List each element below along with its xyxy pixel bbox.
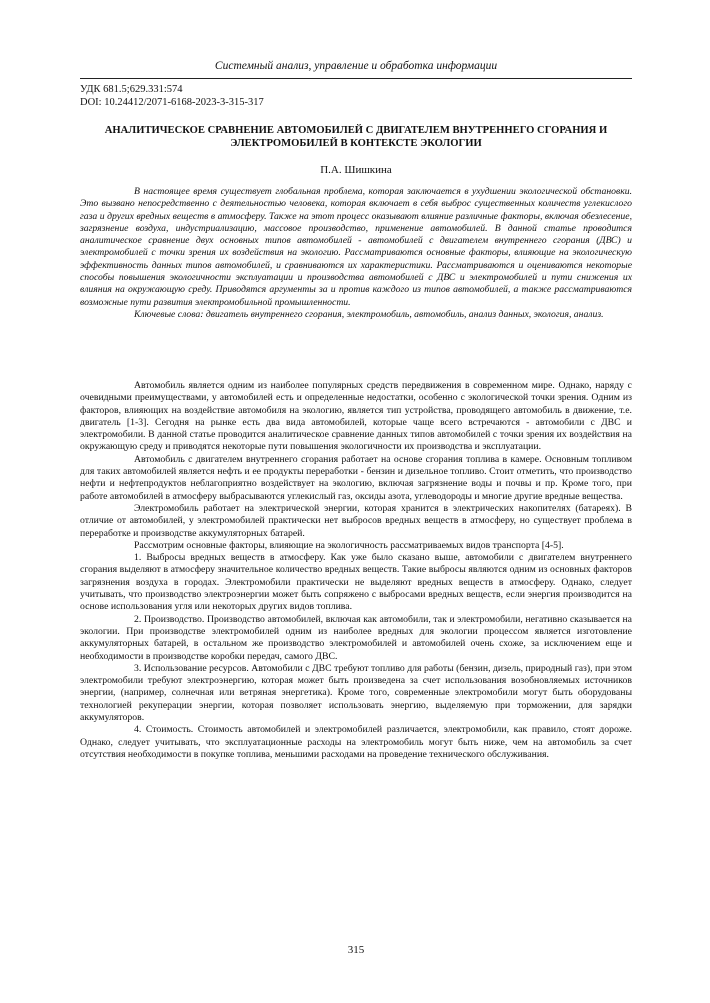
body-paragraph: 1. Выбросы вредных веществ в атмосферу. Как уже было сказано выше, автомобили с двигателем внутреннего сгорания выделяют в атмосферу значительное количество вредных веществ. Такие выбросы являются одним из основных факторов загрязнения воздуха в городах. Электромобили практически не выделяют вредных веществ в атмосферу. Однако, следует учитывать, что производство электроэнергии может быть сопряжено с выбросами вредных веществ, если энергия производится на основе использования угля или некоторых других видов топлива. <box>80 552 632 613</box>
abstract-text: В настоящее время существует глобальная проблема, которая заключается в ухудшении экологической обстановки. Это вызвано непосредственно с деятельностью человека, которая включает в себя выброс существенных количеств углекислого газа и других вредных веществ в атмосферу. Также на этот процесс оказывают влияние различные факторы, включая обезлесение, загрязнение воздуха, индустриализацию, массовое производство, применение автомобилей. В данной статье проводится аналитическое сравнение двух основных типов автомобилей - автомобилей с двигателем внутреннего сгорания (ДВС) и электромобилей с точки зрения их воздействия на экологию. Рассматриваются основные факторы, влияющие на экологическую эффективность данных типов автомобилей, и сравниваются их характеристики. Рассматриваются и оцениваются некоторые способы повышения экологичности эксплуатации и производства автомобилей с ДВС и электромобилей и пути снижения их влияния на окружающую среду. Приводятся аргументы за и против каждого из типов автомобилей, а также рассматриваются возможные пути развития электромобильной промышленности. <box>80 186 632 308</box>
body-paragraph: 4. Стоимость. Стоимость автомобилей и электромобилей различается, электромобили, как правило, стоят дороже. Однако, следует учитывать, что эксплуатационные расходы на электромобиль могут быть ниже, чем на автомобиль за счет отсутствия необходимости в покупке топлива, меньшими расходами на проведение технического обслуживания. <box>80 724 632 760</box>
body-paragraph: Электромобиль работает на электрической энергии, которая хранится в электрических накопителях (батареях). В отличие от автомобилей, у электромобилей практически нет выбросов вредных веществ в атмосферу, но существует проблема в переработке и производстве аккумуляторных батарей. <box>80 502 632 539</box>
keywords: Ключевые слова: двигатель внутреннего сгорания, электромобиль, автомобиль, анализ данных, экология, анализ. <box>134 308 604 320</box>
doi: DOI: 10.24412/2071-6168-2023-3-315-317 <box>80 96 264 108</box>
page-number: 315 <box>347 944 365 956</box>
udk-code: УДК 681.5;629.331:574 <box>80 84 183 95</box>
article-body <box>80 380 632 761</box>
article-title: АНАЛИТИЧЕСКОЕ СРАВНЕНИЕ АВТОМОБИЛЕЙ С ДВИГАТЕЛЕМ ВНУТРЕННЕГО СГОРАНИЯ И ЭЛЕКТРОМОБИЛЕЙ В КОНТЕКСТЕ ЭКОЛОГИИ <box>104 125 608 149</box>
abstract <box>80 186 632 321</box>
article-identifiers <box>80 84 632 109</box>
body-paragraph: Автомобиль является одним из наиболее популярных средств передвижения в современном мире. Однако, наряду с очевидными преимуществами, у автомобилей есть и определенные недостатки, особенно с экологической точки зрения. Одним из факторов, влияющих на воздействие автомобиля на экологию, является тип устройства, проводящего автомобиль в движение, т.е. двигатель [1-3]. Сегодня на рынке есть два вида автомобилей, которые чаще всего встречаются - автомобили с ДВС и электромобили. В данной статье проводится аналитическое сравнение данных типов автомобилей с точки зрения их воздействия на окружающую среду и приводятся некоторые пути повышения экологичности их производства и эксплуатации. <box>80 380 632 453</box>
body-paragraph: Рассмотрим основные факторы, влияющие на экологичность рассматриваемых видов транспорта [4-5]. <box>134 539 564 551</box>
body-paragraph: 2. Производство. Производство автомобилей, включая как автомобили, так и электромобили, негативно сказывается на экологии. При производстве электромобилей одним из наиболее вредных для экологии процессом является изготовление аккумуляторных батарей, в остальном же производство электромобилей и автомобилей очень схоже, за исключением еще и необходимости в производстве коробки передач, самого ДВС. <box>80 613 632 662</box>
body-paragraph: 3. Использование ресурсов. Автомобили с ДВС требуют топливо для работы (бензин, дизель, природный газ), при этом электромобили требуют электроэнергию, которая может быть произведена за счет использования возобновляемых источников энергии, (например, солнечная или ветряная энергетика). Кроме того, современные электромобили могут быть оборудованы технологией рекуперации энергии, которая позволяет использовать энергию, выделяемую при торможении, для зарядки аккумуляторов. <box>80 662 632 724</box>
header-divider <box>80 78 632 79</box>
journal-running-head: Системный анализ, управление и обработка информации <box>214 60 498 72</box>
body-paragraph: Автомобиль с двигателем внутреннего сгорания работает на основе сгорания топлива в камере. Основным топливом для таких автомобилей является нефть и ее продукты переработки - бензин и дизельное топливо. Стоит отметить, что производство нефти и нефтепродуктов неблагоприятно воздействует на экологию, включая загрязнение воды и почвы и пр. Кроме того, при работе автомобилей в атмосферу выбрасываются углекислый газ, оксиды азота, углеводороды и многие другие вредные вещества. <box>80 453 632 502</box>
article-author: П.А. Шишкина <box>320 164 392 176</box>
